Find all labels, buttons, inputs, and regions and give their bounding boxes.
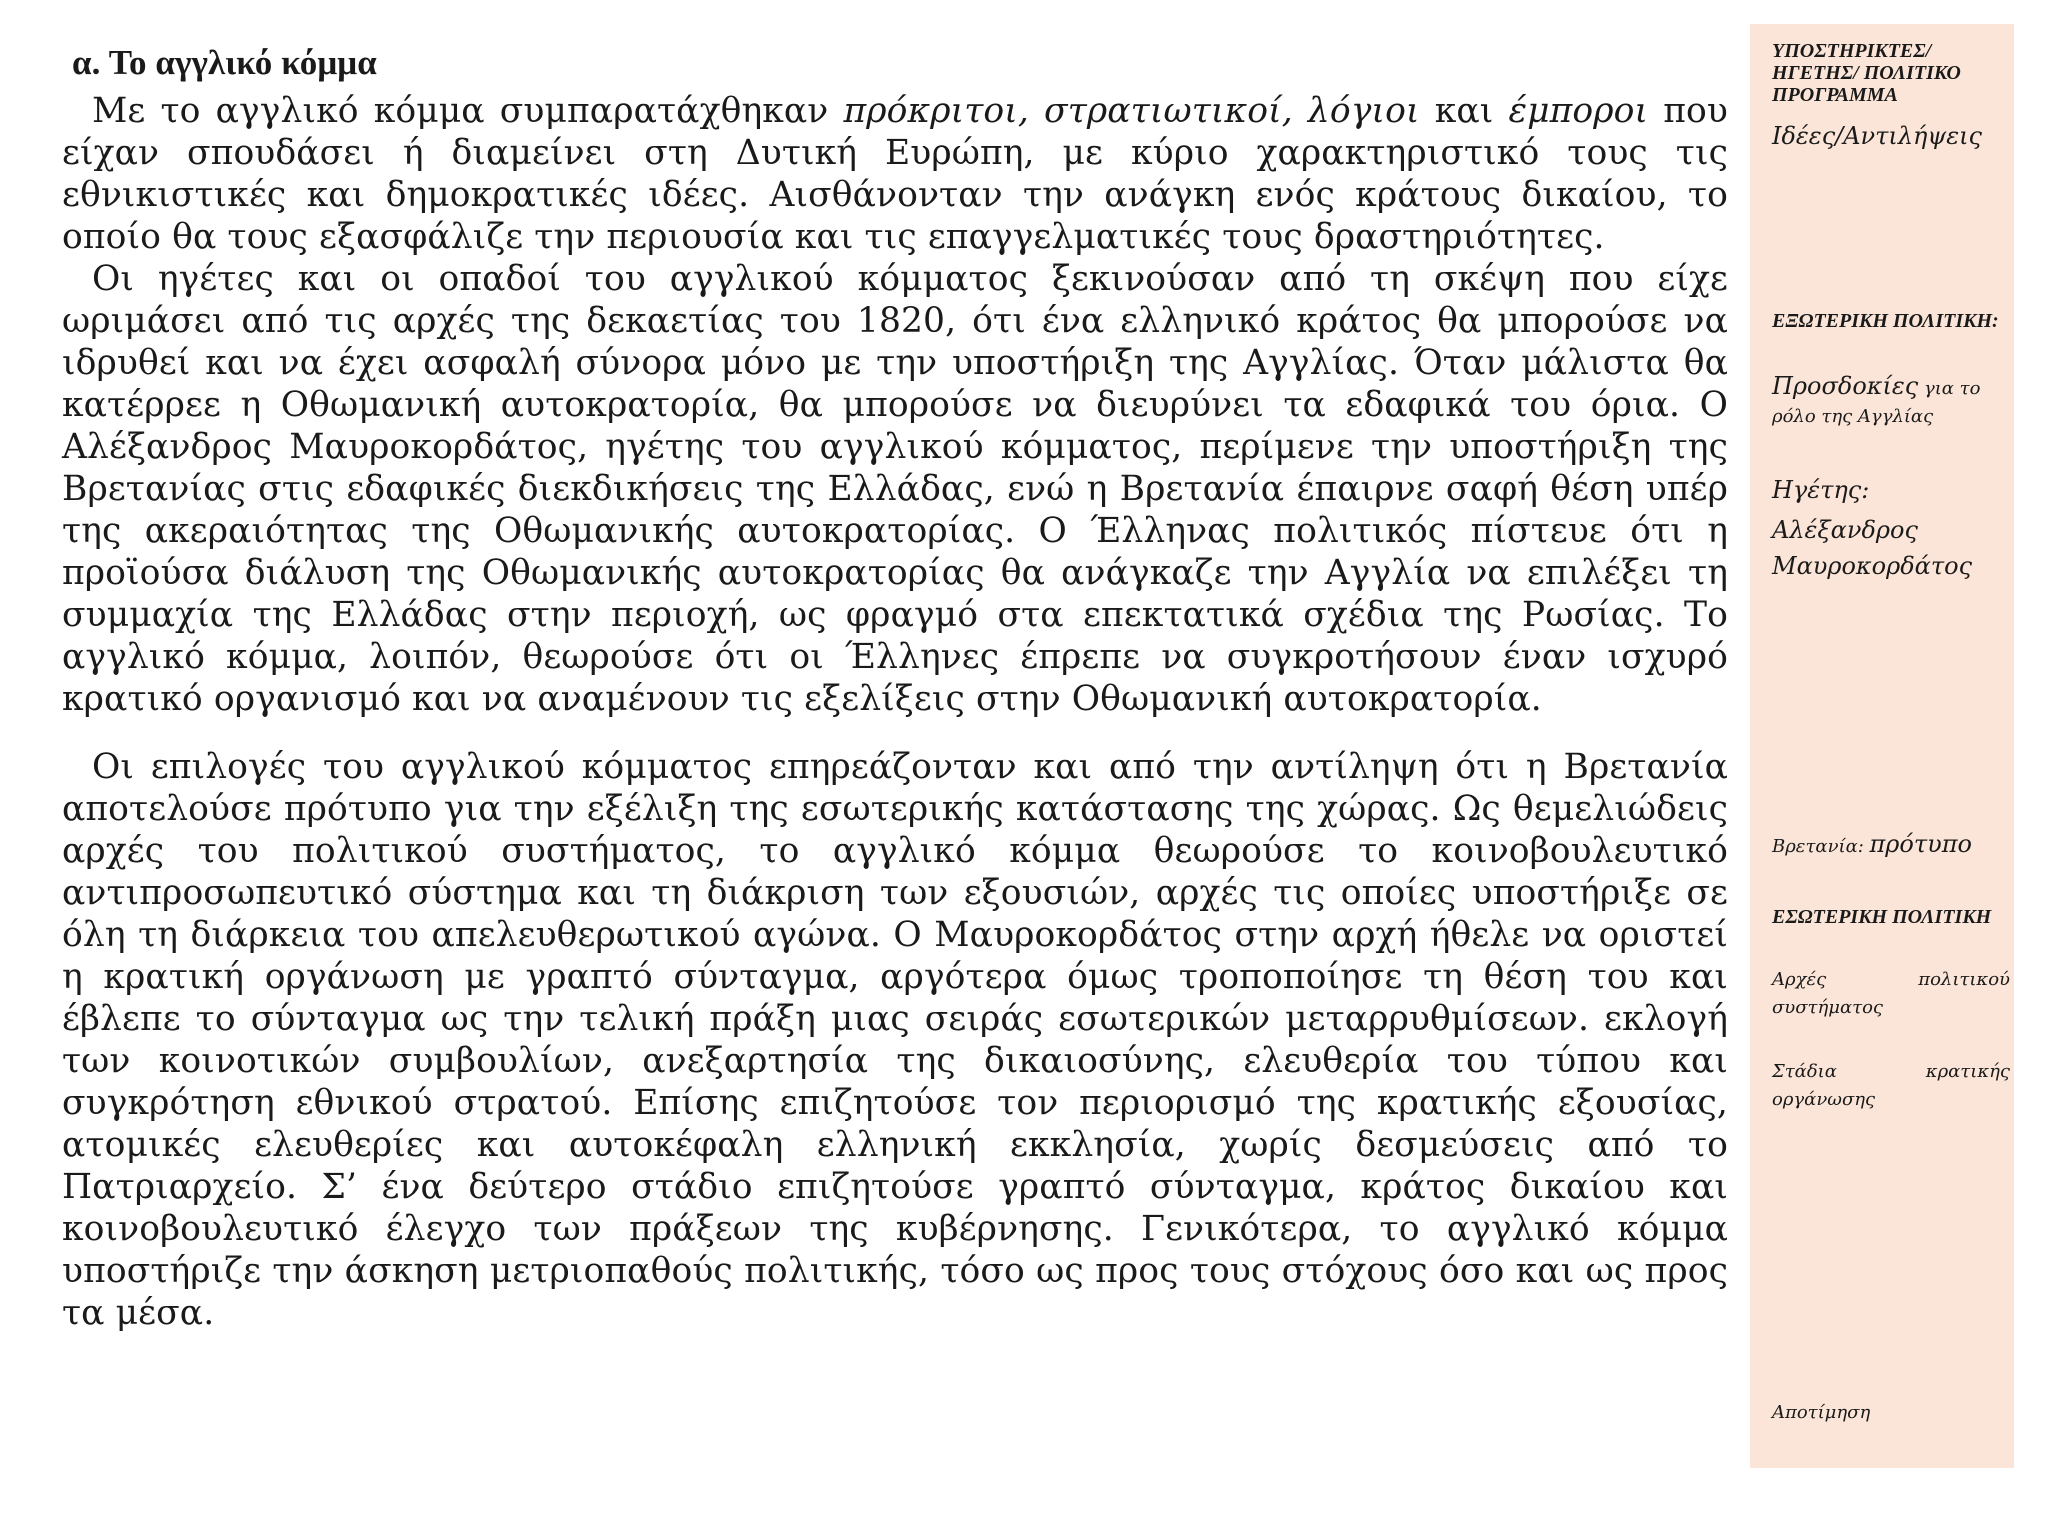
paragraph-3: Οι επιλογές του αγγλικού κόμματος επηρεάζονταν και από την αντίληψη ότι η Βρετανία αποτελούσε πρότυπο για την εξέλιξη της εσωτερικής κατάστασης της χώρας. Ως θεμελιώδεις αρχές του πολιτικού συστήματος, το αγγλικό κόμμα θεωρούσε το κοινοβουλευτικό αντιπροσωπευτικό σύστημα και τη διάκριση των εξουσιών, αρχές τις οποίες υποστήριξε σε όλη τη διάρκεια του απελευθερωτικού αγώνα. Ο Μαυροκορδάτος στην αρχή ήθελε να οριστεί η κρατική οργάνωση με γραπτό σύνταγμα, αργότερα όμως τροποποίησε τη θέση του και έβλεπε το σύνταγμα ως την τελική πράξη μιας σειράς εσωτερικών μεταρρυθμίσεων. εκλογή των κοινοτικών συμβουλίων, ανεξαρτησία της δικαιοσύνης, ελευθερία του τύπου και συγκρότηση εθνικού στρατού. Επίσης επιζητούσε τον περιορισμό της κρατικής εξουσίας, ατομικές ελευθερίες και αυτοκέφαλη ελληνική εκκλησία, χωρίς δεσμεύσεις από το Πατριαρχείο. Σ’ ένα δεύτερο στάδιο επιζητούσε γραπτό σύνταγμα, κράτος δικαίου και κοινοβουλευτικό έλεγχο των πράξεων της κυβέρνησης. Γενικότερα, το αγγλικό κόμμα υποστήριζε την άσκηση μετριοπαθούς πολιτικής, τόσο ως προς τους στόχους όσο και ως προς τα μέσα.: [62, 747, 1728, 1333]
note-leader-name: Αλέξανδρος Μαυροκορδάτος: [1772, 516, 1973, 580]
note-britain-value: πρότυπο: [1869, 830, 1972, 858]
note-state-organization: Στάδια κρατικής οργάνωσης: [1772, 1061, 2010, 1110]
p1-italic-groups: πρόκριτοι, στρατιωτικοί, λόγιοι: [843, 91, 1420, 131]
note-internal-policy-heading: ΕΣΩΤΕΡΙΚΗ ΠΟΛΙΤΙΚΗ: [1772, 906, 1992, 928]
note-leader-label: Ηγέτης:: [1772, 476, 1870, 504]
note-foreign-policy-heading: ΕΞΩΤΕΡΙΚΗ ΠΟΛΙΤΙΚΗ:: [1772, 310, 1999, 332]
note-political-principles: Αρχές πολιτικού συστήματος: [1772, 969, 2010, 1018]
p1-italic-merchants: έμποροι: [1508, 91, 1649, 131]
margin-notes-sidebar: [1750, 24, 2014, 1468]
p1-text-start: Με το αγγλικό κόμμα συμπαρατάχθηκαν: [92, 91, 844, 131]
section-heading: α. Το αγγλικό κόμμα: [72, 43, 377, 82]
note-assessment: Αποτίμηση: [1772, 1402, 1871, 1423]
note-ideas: Ιδέες/Αντιλήψεις: [1772, 122, 1982, 150]
main-text-column: [62, 40, 1728, 1334]
paragraph-2: Οι ηγέτες και οι οπαδοί του αγγλικού κόμματος ξεκινούσαν από τη σκέψη που είχε ωριμάσει από τις αρχές της δεκαετίας του 1820, ότι ένα ελληνικό κράτος θα μπορούσε να ιδρυθεί και να έχει ασφαλή σύνορα μόνο με την υποστήριξη της Αγγλίας. Όταν μάλιστα θα κατέρρεε η Οθωμανική αυτοκρατορία, θα μπορούσε να διευρύνει τα εδαφικά του όρια. Ο Αλέξανδρος Μαυροκορδάτος, ηγέτης του αγγλικού κόμματος, περίμενε την υποστήριξη της Βρετανίας στις εδαφικές διεκδικήσεις της Ελλάδας, ενώ η Βρετανία έπαιρνε σαφή θέση υπέρ της ακεραιότητας της Οθωμανικής αυτοκρατορίας. Ο Έλληνας πολιτικός πίστευε ότι η προϊούσα διάλυση της Οθωμανικής αυτοκρατορίας θα ανάγκαζε την Αγγλία να επιλέξει τη συμμαχία της Ελλάδας στην περιοχή, ως φραγμό στα επεκτατικά σχέδια της Ρωσίας. Το αγγλικό κόμμα, λοιπόν, θεωρούσε ότι οι Έλληνες έπρεπε να συγκροτήσουν έναν ισχυρό κρατικό οργανισμό και να αναμένουν τις εξελίξεις στην Οθωμανική αυτοκρατορία.: [62, 259, 1728, 719]
note-expectations-rest: για το ρόλο της Αγγλίας: [1772, 378, 1981, 427]
p1-text-mid: και: [1419, 91, 1509, 131]
p1-text-end: που είχαν σπουδάσει ή διαμείνει στη Δυτική Ευρώπη, με κύριο χαρακτηριστικό τους τις εθνικιστικές και δημοκρατικές ιδέες. Αισθάνονταν την ανάγκη ενός κράτους δικαίου, το οποίο θα τους εξασφάλιζε την περιουσία και τις επαγγελματικές τους δραστηριότητες.: [62, 91, 1728, 257]
note-britain-label: Βρετανία:: [1772, 836, 1870, 857]
note-expectations-main: Προσδοκίες: [1772, 372, 1919, 400]
note-britain-model: [1772, 830, 2010, 858]
paragraph-1: [62, 90, 1728, 258]
note-supporters-heading: ΥΠΟΣΤΗΡΙΚΤΕΣ/ ΗΓΕΤΗΣ/ ΠΟΛΙΤΙΚΟ ΠΡΟΓΡΑΜΜΑ: [1772, 40, 1961, 106]
note-expectations: [1772, 372, 2010, 431]
